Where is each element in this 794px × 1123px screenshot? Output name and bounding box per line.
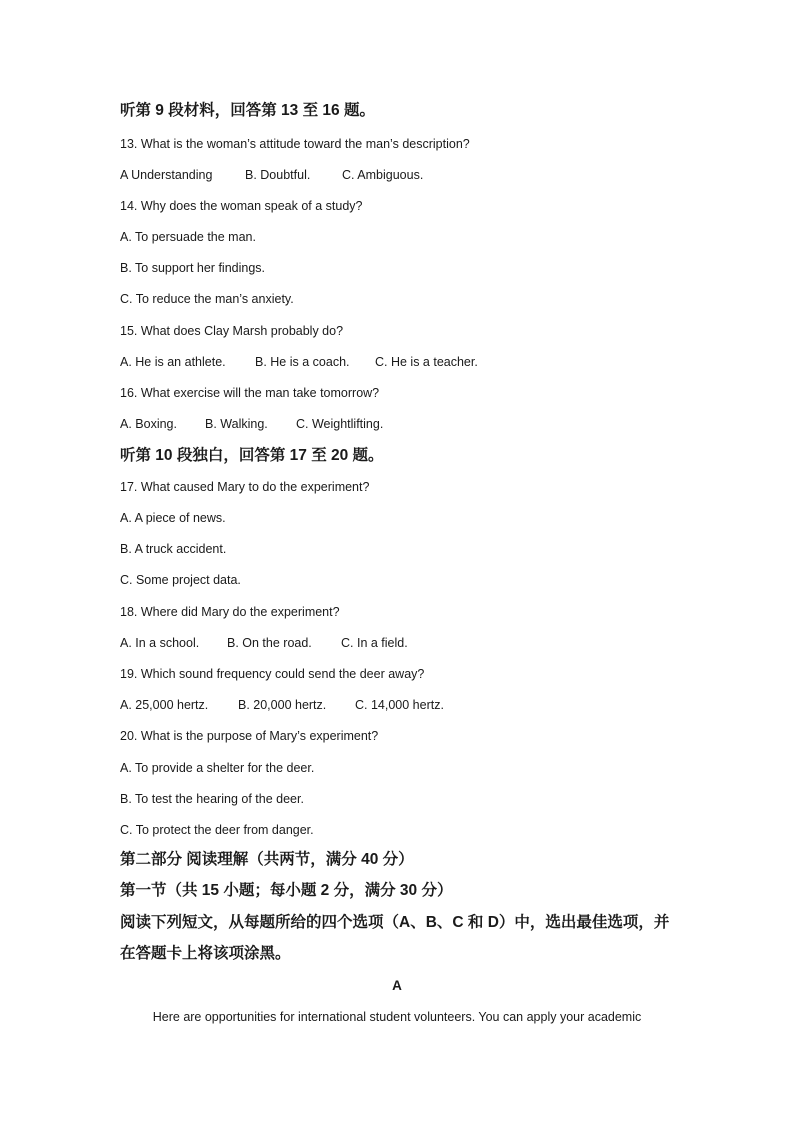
q18-option-a: A. In a school. bbox=[120, 636, 200, 650]
q20-option-a: A. To provide a shelter for the deer. bbox=[120, 761, 315, 775]
q18-option-c: C. In a field. bbox=[341, 636, 408, 650]
q16-option-a: A. Boxing. bbox=[120, 417, 177, 431]
q18-option-b: B. On the road. bbox=[227, 636, 312, 650]
section-10-header: 听第 10 段独白，回答第 17 至 20 题。 bbox=[120, 447, 384, 464]
part2-instruction-line1: 阅读下列短文，从每题所给的四个选项（A、B、C 和 D）中，选出最佳选项，并 bbox=[120, 914, 670, 931]
q15-options bbox=[120, 354, 478, 370]
q16-options bbox=[120, 416, 383, 432]
q15-question: 15. What does Clay Marsh probably do? bbox=[120, 324, 344, 338]
q14-option-b: B. To support her findings. bbox=[120, 261, 265, 275]
q17-option-c: C. Some project data. bbox=[120, 573, 241, 587]
q18-question: 18. Where did Mary do the experiment? bbox=[120, 605, 340, 619]
q15-option-a: A. He is an athlete. bbox=[120, 355, 226, 369]
q14-question: 14. Why does the woman speak of a study? bbox=[120, 199, 363, 213]
q18-options bbox=[120, 635, 408, 651]
q15-option-b: B. He is a coach. bbox=[255, 355, 350, 369]
q17-option-b: B. A truck accident. bbox=[120, 542, 227, 556]
passage-label: A bbox=[392, 978, 402, 993]
part2-title: 第二部分 阅读理解（共两节，满分 40 分） bbox=[120, 851, 414, 868]
q13-option-c: C. Ambiguous. bbox=[342, 168, 424, 182]
q14-option-c: C. To reduce the man’s anxiety. bbox=[120, 292, 294, 306]
q20-option-c: C. To protect the deer from danger. bbox=[120, 823, 314, 837]
q17-question: 17. What caused Mary to do the experiment? bbox=[120, 480, 370, 494]
q13-options bbox=[120, 167, 423, 183]
part2-section1: 第一节（共 15 小题；每小题 2 分，满分 30 分） bbox=[120, 882, 453, 899]
q15-option-c: C. He is a teacher. bbox=[375, 355, 478, 369]
q19-option-b: B. 20,000 hertz. bbox=[238, 698, 327, 712]
q16-option-c: C. Weightlifting. bbox=[296, 417, 384, 431]
q14-option-a: A. To persuade the man. bbox=[120, 230, 256, 244]
part2-instruction-line2: 在答题卡上将该项涂黑。 bbox=[120, 945, 291, 962]
section-9-header: 听第 9 段材料，回答第 13 至 16 题。 bbox=[120, 102, 375, 119]
q19-option-c: C. 14,000 hertz. bbox=[355, 698, 444, 712]
q13-option-b: B. Doubtful. bbox=[245, 168, 311, 182]
q19-question: 19. Which sound frequency could send the deer away? bbox=[120, 667, 425, 681]
q20-option-b: B. To test the hearing of the deer. bbox=[120, 792, 304, 806]
q19-option-a: A. 25,000 hertz. bbox=[120, 698, 209, 712]
q20-question: 20. What is the purpose of Mary’s experiment? bbox=[120, 729, 379, 743]
q19-options bbox=[120, 697, 444, 713]
q13-question: 13. What is the woman’s attitude toward the man’s description? bbox=[120, 137, 470, 151]
q17-option-a: A. A piece of news. bbox=[120, 511, 226, 525]
q16-question: 16. What exercise will the man take tomorrow? bbox=[120, 386, 380, 400]
passage-first-line: Here are opportunities for international student volunteers. You can apply your academic bbox=[152, 1010, 642, 1024]
q13-option-a: A Understanding bbox=[120, 168, 213, 182]
q16-option-b: B. Walking. bbox=[205, 417, 268, 431]
